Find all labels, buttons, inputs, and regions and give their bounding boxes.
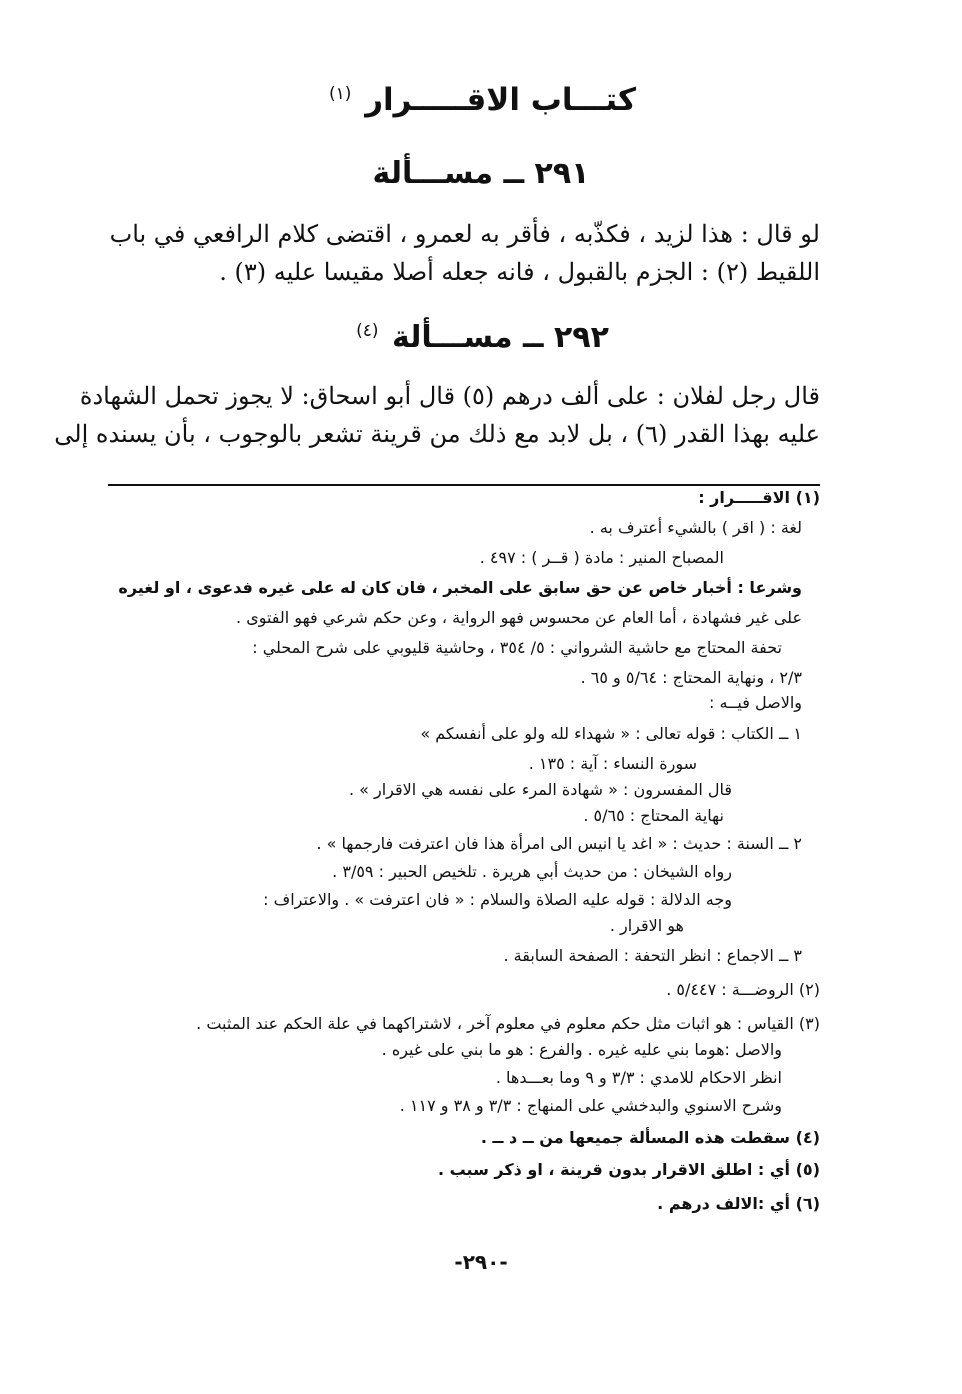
footnote-line: والاصل :هوما بني عليه غيره . والفرع : هو ما بني على غيره . — [381, 1040, 782, 1059]
body-line: لو قال : هذا لزيد ، فكذّبه ، فأقر به لعمرو ، اقتضى كلام الرافعي في باب — [109, 220, 820, 248]
footnote-line: (٦) أي :الالف درهم . — [657, 1194, 820, 1213]
footnote-line: وجه الدلالة : قوله عليه الصلاة والسلام : « فان اعترفت » . والاعتراف : — [263, 890, 732, 909]
footnote-line: لغة : ( اقر ) بالشيء أعترف به . — [589, 518, 802, 537]
footnote-line: (٣) القياس : هو اثبات مثل حكم معلوم في معلوم آخر ، لاشتراكهما في علة الحكم عند المثبت . — [196, 1014, 820, 1033]
footnote-line: والاصل فيــه : — [709, 693, 802, 712]
footnote-line: قال المفسرون : « شهادة المرء على نفسه هي الاقرار » . — [348, 780, 732, 799]
issue-heading-291 — [0, 156, 962, 191]
book-title-text: كتـــاب الاقـــــرار — [365, 82, 636, 118]
footnote-line: ٢/٣ ، ونهاية المحتاج : ٥/٦٤ و ٦٥ . — [580, 668, 802, 687]
footnote-line: هو الاقرار . — [609, 916, 684, 935]
footnote-line: (٥) أي : اطلق الاقرار بدون قرينة ، او ذكر سبب . — [437, 1160, 820, 1179]
issue-heading-text: ٢٩١ ــ مســـألة — [372, 156, 590, 191]
footnote-line: انظر الاحكام للامدي : ٣/٣ و ٩ وما بعـــدها . — [495, 1068, 782, 1087]
footnote-ref: (٤) — [356, 321, 379, 341]
footnote-line: نهاية المحتاج : ٥/٦٥ . — [583, 806, 724, 825]
footnote-line: على غير فشهادة ، أما العام عن محسوس فهو الرواية ، وعن حكم شرعي فهو الفتوى . — [236, 608, 802, 627]
footnote-line: سورة النساء : آية : ١٣٥ . — [528, 754, 697, 773]
page-number: -٢٩٠- — [454, 1250, 508, 1274]
body-line: عليه بهذا القدر (٦) ، بل لابد مع ذلك من قرينة تشعر بالوجوب ، بأن يسنده إلى — [54, 420, 820, 448]
footnote-ref: (١) — [328, 83, 352, 104]
footnote-line: ٣ ــ الاجماع : انظر التحفة : الصفحة السابقة . — [503, 946, 802, 965]
footnote-line: المصباح المنير : مادة ( قــر ) : ٤٩٧ . — [479, 548, 724, 567]
footnote-line: رواه الشيخان : من حديث أبي هريرة . تلخيص الحبير : ٣/٥٩ . — [332, 862, 732, 881]
footnote-line: (٤) سقطت هذه المسألة جميعها من ــ د ــ . — [480, 1128, 820, 1147]
issue-heading-292 — [0, 320, 962, 355]
footnote-line: ١ ــ الكتاب : قوله تعالى : « شهداء لله ولو على أنفسكم » — [420, 724, 802, 743]
footnote-line: (٢) الروضـــة : ٥/٤٤٧ . — [666, 980, 820, 999]
footnote-line: تحفة المحتاج مع حاشية الشرواني : ٥/ ٣٥٤ ، وحاشية قليوبي على شرح المحلي : — [252, 638, 782, 657]
issue-heading-text: ٢٩٢ ــ مســـألة — [391, 320, 609, 355]
body-line: قال رجل لفلان : على ألف درهم (٥) قال أبو اسحاق: لا يجوز تحمل الشهادة — [79, 382, 820, 410]
body-line: اللقيط (٢) : الجزم بالقبول ، فانه جعله أصلا مقيسا عليه (٣) . — [219, 258, 820, 286]
footnote-line: (١) الاقـــــرار : — [698, 488, 820, 507]
footnote-line: وشرعا : أخبار خاص عن حق سابق على المخبر ، فان كان له على غيره فدعوى ، او لغيره — [118, 578, 802, 597]
book-title — [0, 82, 962, 118]
footnote-line: ٢ ــ السنة : حديث : « اغد يا انيس الى امرأة هذا فان اعترفت فارجمها » . — [316, 834, 802, 853]
footnote-line: وشرح الاسنوي والبدخشي على المنهاج : ٣/٣ و ٣٨ و ١١٧ . — [399, 1096, 782, 1115]
footnote-separator — [108, 484, 820, 486]
